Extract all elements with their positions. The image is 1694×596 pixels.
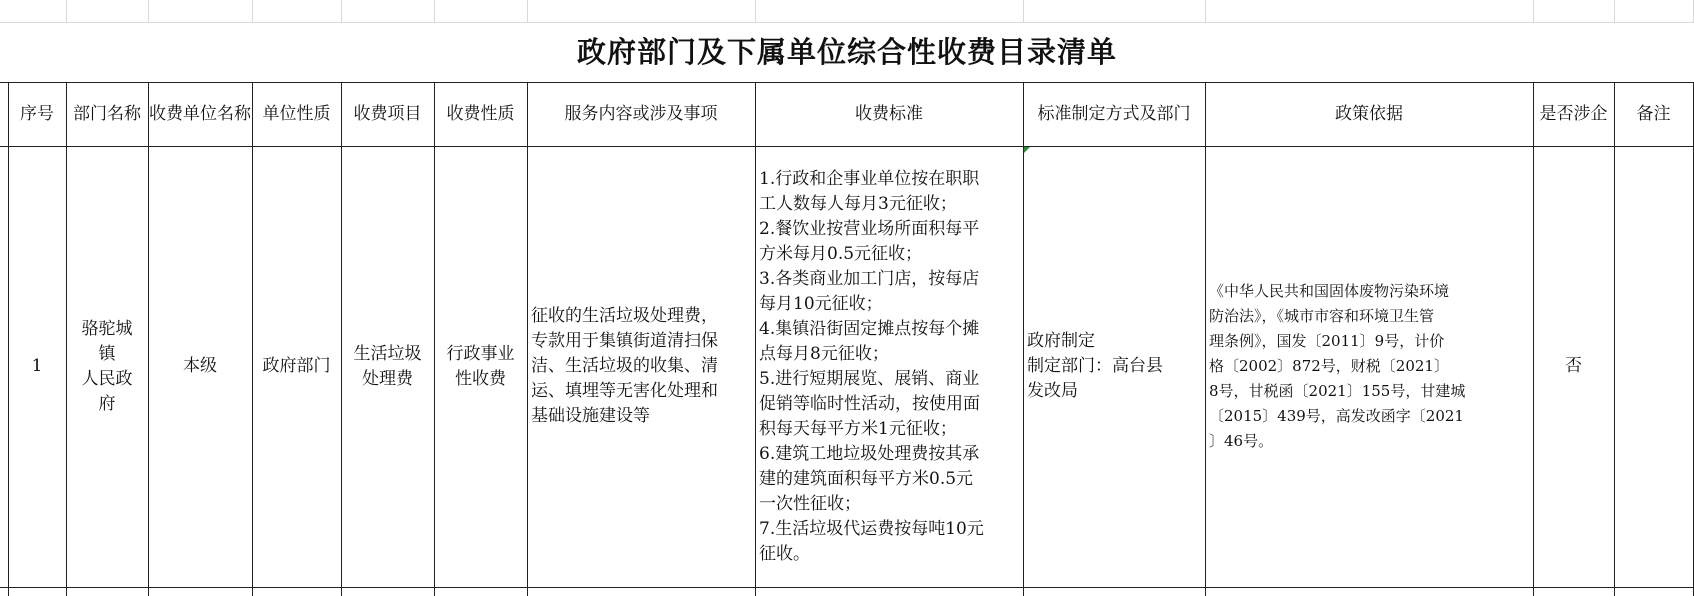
sheet-title: 政府部门及下属单位综合性收费目录清单 bbox=[576, 34, 1117, 69]
faint-gridline bbox=[1614, 0, 1615, 22]
faint-gridline bbox=[755, 0, 756, 22]
cell-fee-item[interactable]: 生活垃圾 处理费 bbox=[353, 343, 422, 389]
cell-fee-standard[interactable]: 1.行政和企事业单位按在职职 工人数每人每月3元征收； 2.餐饮业按营业场所面积每平 方米每月0.5元征收； 3.各类商业加工门店，按每店 每月10元征收； 4.集镇沿街固定摊点按每个摊 点每月8元征收； 5.进行短期展览、展销、商业 促销等临时性活动，按使用面 积每天每平方米1元征收； 6.建筑工地垃圾处理费按其承 建的建筑面积每平方米0.5元 一次性征收； 7.生活垃圾代运费按每吨10元 征收。 bbox=[759, 168, 984, 564]
table-border bbox=[0, 587, 1694, 588]
cell-fee-nature[interactable]: 行政事业 性收费 bbox=[446, 343, 515, 389]
cell-policy-basis[interactable]: 《中华人民共和国固体废物污染环境 防治法》，《城市市容和环境卫生管 理条例》，国发〔2011〕9号，计价 格〔2002〕872号，财税〔2021〕 8号，甘税函〔2021〕155号，甘建城 〔2015〕439号，高发改函字〔2021 〕46号。 bbox=[1209, 282, 1466, 450]
cell-involves-enterprise[interactable]: 否 bbox=[1565, 356, 1582, 376]
header-fee-item[interactable]: 收费项目 bbox=[353, 103, 422, 124]
faint-gridline bbox=[148, 0, 149, 22]
faint-gridline bbox=[1205, 0, 1206, 22]
faint-gridline bbox=[341, 0, 342, 22]
header-service[interactable]: 服务内容或涉及事项 bbox=[564, 103, 718, 124]
faint-gridline bbox=[1023, 0, 1024, 22]
header-fee-standard[interactable]: 收费标准 bbox=[855, 103, 923, 124]
cell-department[interactable]: 骆驼城 镇 人民政 府 bbox=[81, 318, 133, 414]
cell-index[interactable]: 1 bbox=[31, 356, 43, 376]
cell-service[interactable]: 征收的生活垃圾处理费， 专款用于集镇街道清扫保 洁、生活垃圾的收集、清 运、填埋等无害化处理和 基础设施建设等 bbox=[531, 306, 718, 426]
header-standard-method[interactable]: 标准制定方式及部门 bbox=[1037, 103, 1191, 124]
cell-unit-name[interactable]: 本级 bbox=[183, 356, 217, 376]
header-unit-name[interactable]: 收费单位名称 bbox=[149, 103, 251, 124]
cell-remark[interactable] bbox=[1614, 146, 1693, 587]
header-involves-enterprise[interactable]: 是否涉企 bbox=[1539, 103, 1608, 124]
header-fee-nature[interactable]: 收费性质 bbox=[446, 103, 515, 124]
header-index[interactable]: 序号 bbox=[20, 103, 54, 124]
faint-gridline bbox=[66, 0, 67, 22]
cell-standard-method[interactable]: 政府制定 制定部门：高台县 发改局 bbox=[1027, 331, 1163, 401]
header-policy-basis[interactable]: 政策依据 bbox=[1335, 103, 1403, 124]
faint-gridline bbox=[252, 0, 253, 22]
header-department[interactable]: 部门名称 bbox=[73, 103, 141, 124]
header-remark[interactable]: 备注 bbox=[1636, 103, 1671, 124]
faint-gridline bbox=[434, 0, 435, 22]
header-unit-type[interactable]: 单位性质 bbox=[262, 103, 331, 124]
faint-gridline bbox=[527, 0, 528, 22]
cell-unit-type[interactable]: 政府部门 bbox=[262, 356, 331, 376]
faint-gridline bbox=[1533, 0, 1534, 22]
